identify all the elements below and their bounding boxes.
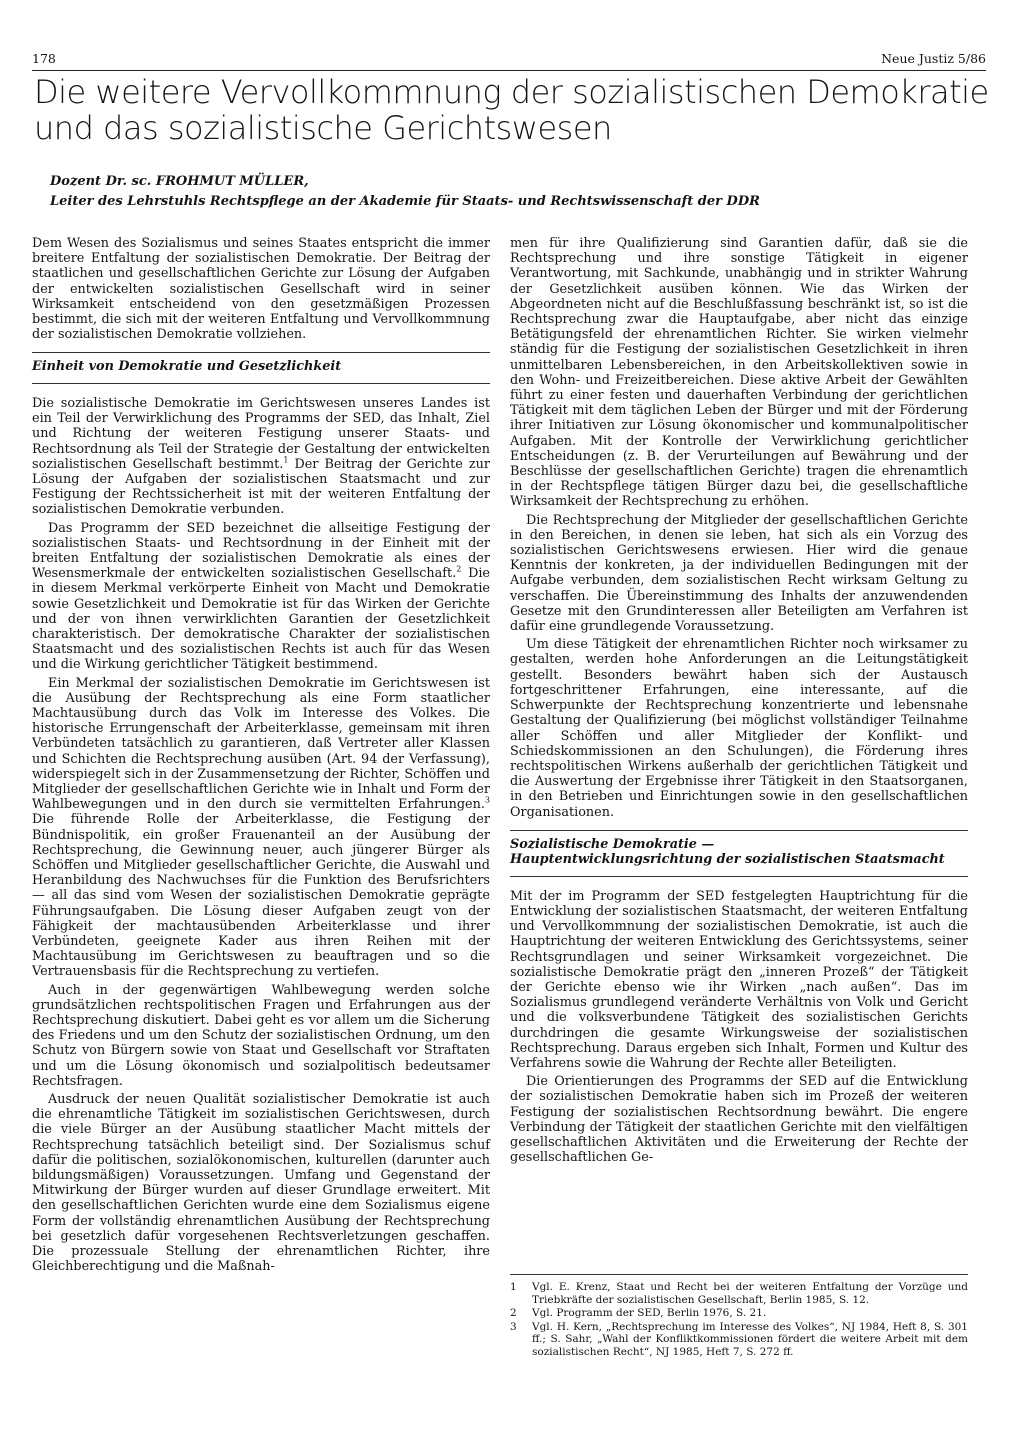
section-divider	[32, 383, 490, 384]
section-divider	[510, 830, 968, 831]
footnotes	[510, 1274, 968, 1360]
paragraph-text: Ein Merkmal der sozialistischen Demokratie im Gerichtswesen ist die Ausübung der Rechtsprechung als eine Form staatlicher Machtausübung durch das Volk im Interesse des Volkes. Die historische Errungenschaft der Arbeiterklasse, gemeinsam mit ihren Verbündeten tatsächlich zu garantieren, daß Vertreter aller Klassen und Schichten die Rechtsprechung ausüben (Art. 94 der Verfassung), widerspiegelt sich in der Zusammensetzung der Richter, Schöffen und Mitglieder der gesellschaftlichen Gerichte wie in Inhalt und Form der Wahlbewegungen und in den durch sie vermittelten Erfahrungen.	[32, 675, 490, 813]
body-paragraph: men für ihre Qualifizierung sind Garantien dafür, daß sie die Rechtsprechung und ihre sonstige Tätigkeit in eigener Verantwortung, mit Sachkunde, unabhängig und in strikter Wahrung der Gesetzlichkeit ausüben können. Wie das Wirken der Abgeordneten nicht auf die Beschlußfassung beschränkt ist, so ist die Rechtsprechung zwar die Hauptaufgabe, aber nicht das einzige Betätigungsfeld der ehrenamtlichen Richter. Sie wirken vielmehr ständig für die Festigung der sozialistischen Gesetzlichkeit in ihren unmittelbaren Lebensbereichen, in den Arbeitskollektiven sowie in den Wohn- und Freizeitbereichen. Diese aktive Arbeit der Gewählten führt zu einer festen und dauerhaften Verbindung der gerichtlichen Tätigkeit mit dem täglichen Leben der Bürger und mit der Förderung ihrer Initiativen zur Lösung ökonomischer und kommunalpolitischer Aufgaben. Mit der Kontrolle der Verwirklichung gerichtlicher Entscheidungen (z. B. der Verurteilungen auf Bewährung und der Beschlüsse der gesellschaftlichen Gerichte) tragen die ehrenamtlich in der Rechtspflege tätigen Bürger dazu bei, die gesellschaftliche Wirksamkeit der Rechtsprechung zu erhöhen.	[510, 236, 968, 510]
author-affiliation: Leiter des Lehrstuhls Rechtspflege an der Akademie für Staats- und Rechtswissenschaft der DDR	[50, 194, 760, 209]
body-paragraph: Um diese Tätigkeit der ehrenamtlichen Richter noch wirksamer zu gestalten, werden hohe Anforderungen an die Leitungstätigkeit gestellt. Besonders bewährt haben sich der Austausch fortgeschrittener Erfahrungen, eine interessante, auf die Schwerpunkte der Rechtsprechung konzentrierte und lebensnahe Gestaltung der Qualifizierung (bei möglichst vollständiger Teilnahme aller Schöffen und aller Mitglieder der Konflikt- und Schiedskommissionen an den Schulungen), die Förderung ihres rechtspolitischen Wirkens außerhalb der gerichtlichen Tätigkeit und die Auswertung der Ergebnisse ihrer Tätigkeit in den Staatsorganen, in den Betrieben und Einrichtungen sowie in den gesellschaftlichen Organisationen.	[510, 637, 968, 820]
footnote-ref: 3	[484, 795, 490, 805]
body-paragraph	[32, 521, 490, 673]
footnote-ref: 2	[456, 564, 462, 574]
page-number: 178	[32, 51, 56, 66]
section-heading-1: Einheit von Demokratie und Gesetzlichkeit	[32, 359, 342, 375]
author-name: Dozent Dr. sc. FROHMUT MÜLLER,	[50, 174, 309, 189]
footnote-text: Vgl. E. Krenz, Staat und Recht bei der weiteren Entfaltung der Vorzüge und Triebkräfte der sozialistischen Gesellschaft, Berlin 1985, S. 12.	[532, 1281, 968, 1306]
right-column	[510, 236, 968, 1168]
journal-issue: Neue Justiz 5/86	[881, 51, 986, 66]
body-paragraph	[32, 396, 490, 518]
section-divider	[510, 876, 968, 877]
footnote-number: 2	[510, 1307, 517, 1320]
section-heading-2-line-2: Hauptentwicklungsrichtung der sozialistischen Staatsmacht	[510, 852, 945, 868]
author-block	[50, 172, 950, 212]
body-paragraph: Auch in der gegenwärtigen Wahlbewegung werden solche grundsätzlichen rechtspolitischen Fragen und Erfahrungen aus der Rechtsprechung diskutiert. Dabei geht es vor allem um die Sicherung des Friedens und um den Schutz der sozialistischen Ordnung, um den Schutz von Bürgern sowie von Staat und Gesellschaft vor Straftaten und um die Lösung ökonomisch und sozialpolitisch bedeutsamer Rechtsfragen.	[32, 982, 490, 1089]
footnote	[510, 1281, 968, 1306]
paragraph-text: Der Beitrag der Gerichte zur Lösung der Aufgaben der sozialistischen Staatsmacht und zur Festigung der Rechtssicherheit ist mit der weiteren Entfaltung der sozialistischen Demokratie verbunden.	[32, 456, 490, 518]
footnote-text: Vgl. H. Kern, „Rechtsprechung im Interesse des Volkes“, NJ 1984, Heft 8, S. 301 ff.; S. Sahr, „Wahl der Konfliktkommissionen fördert die weitere Arbeit mit dem sozialistischen Recht“, NJ 1985, Heft 7, S. 272 ff.	[532, 1320, 968, 1358]
body-paragraph: Die Rechtsprechung der Mitglieder der gesellschaftlichen Gerichte in den Bereichen, in denen sie leben, hat sich als ein Vorzug des sozialistischen Gerichtswesens erwiesen. Hier wird die genaue Kenntnis der konkreten, ja der individuellen Bedingungen mit der Aufgabe verbunden, dem sozialistischen Recht wirksam Geltung zu verschaffen. Die Übereinstimmung des Inhalts der anzuwendenden Gesetze mit den Grundinteressen aller Beteiligten am Verfahren ist dafür eine grundlegende Voraussetzung.	[510, 512, 968, 635]
footnote	[510, 1307, 968, 1320]
body-paragraph	[32, 676, 490, 980]
footnote-number: 1	[510, 1281, 517, 1293]
article-title-line-2: und das sozialistische Gerichtswesen	[34, 109, 612, 147]
running-header	[32, 48, 986, 71]
body-paragraph: Die Orientierungen des Programms der SED auf die Entwicklung der sozialistischen Demokratie haben sich im Prozeß der weiteren Festigung der sozialistischen Rechtsordnung bewährt. Die engere Verbindung der Tätigkeit der staatlichen Gerichte mit den vielfältigen gesellschaftlichen Aktivitäten und die Erweiterung der Rechte der gesellschaftlichen Ge-	[510, 1074, 968, 1166]
footnote-number: 3	[510, 1320, 517, 1333]
section-heading-2	[510, 837, 968, 868]
paragraph-text: Die sozialistische Demokratie im Gerichtswesen unseres Landes ist ein Teil der Verwirklichung des Programms der SED, das Inhalt, Ziel und Richtung der weiteren Festigung unserer Staats- und Rechtsordnung als Teil der Strategie der Gestaltung der entwickelten sozialistischen Gesellschaft bestimmt.	[32, 395, 490, 472]
article-title-line-1: Die weitere Vervollkommnung der sozialistischen Demokratie	[34, 73, 989, 111]
paragraph-text: Das Programm der SED bezeichnet die allseitige Festigung der sozialistischen Staats- und Rechtsordnung in der Einheit mit der breiten Entfaltung der sozialistischen Demokratie als eines der Wesensmerkmale der entwickelten sozialistischen Gesellschaft.	[32, 520, 490, 582]
footnote-text: Vgl. Programm der SED, Berlin 1976, S. 21.	[532, 1307, 767, 1320]
paragraph-text: Die in diesem Merkmal verkörperte Einheit von Macht und Demokratie sowie Gesetzlichkeit und Demokratie ist für das Wirken der Gerichte und der von ihnen verwirklichten Garantien der Gesetzlichkeit charakteristisch. Der demokratische Charakter der sozialistischen Staatsmacht und des sozialistischen Rechts ist auch für das Wesen und die Wirkung gerichtlicher Tätigkeit bestimmend.	[32, 566, 490, 673]
body-paragraph: Ausdruck der neuen Qualität sozialistischer Demokratie ist auch die ehrenamtliche Tätigkeit im sozialistischen Gerichtswesen, durch die viele Bürger an der Ausübung staatlicher Macht mittels der Rechtsprechung tatsächlich beteiligt sind. Der Sozialismus schuf dafür die politischen, sozialökonomischen, kulturellen (darunter auch bildungsmäßigen) Voraussetzungen. Umfang und Gegenstand der Mitwirkung der Bürger wurden auf dieser Grundlage erweitert. Mit den gesellschaftlichen Gerichten wurde eine dem Sozialismus eigene Form der vollständig ehrenamtlichen Ausübung der Rechtsprechung bei gesetzlich dafür vorgesehenen Rechtsverletzungen geschaffen. Die prozessuale Stellung der ehrenamtlichen Richter, ihre Gleichberechtigung und die Maßnah-	[32, 1092, 490, 1275]
paragraph-text: Die führende Rolle der Arbeiterklasse, die Festigung der Bündnispolitik, ein großer Frauenanteil an der Ausübung der Rechtsprechung, die Gewinnung neuer, auch jüngerer Bürger als Schöffen und Mitglieder gesellschaftlicher Gerichte, die Auswahl und Heranbildung des Nachwuchses für die Funktion des Berufsrichters — all das sind vom Wesen der sozialistischen Demokratie geprägte Führungsaufgaben. Die Lösung dieser Aufgaben zeugt von der Fähigkeit der machtausübenden Arbeiterklasse und ihrer Verbündeten, geeignete Kader aus ihren Reihen mit der Machtausübung im Gerichtswesen zu beauftragen und so die Vertrauensbasis für die Rechtsprechung zu vertiefen.	[32, 812, 490, 980]
intro-paragraph: Dem Wesen des Sozialismus und seines Staates entspricht die immer breitere Entfaltung der sozialistischen Demokratie. Der Beitrag der staatlichen und gesellschaftlichen Gerichte zur Lösung der Aufgaben der entwickelten sozialistischen Gesellschaft wird in seiner Wirksamkeit entscheidend von den gesetzmäßigen Prozessen bestimmt, die sich mit der weiteren Entfaltung und Vervollkommnung der sozialistischen Demokratie vollziehen.	[32, 236, 490, 343]
section-divider	[32, 352, 490, 353]
footnote-ref: 1	[283, 455, 289, 465]
article-title	[34, 74, 994, 146]
section-heading-2-line-1: Sozialistische Demokratie —	[510, 836, 715, 852]
left-column	[32, 236, 490, 1278]
footnote	[510, 1321, 968, 1359]
body-paragraph: Mit der im Programm der SED festgelegten Hauptrichtung für die Entwicklung der sozialistischen Staatsmacht, der weiteren Entfaltung und Vervollkommnung der sozialistischen Demokratie, ist auch die Hauptrichtung der weiteren Entwicklung des Gerichtssystems, seiner Rechtsgrundlagen und seiner Wirksamkeit vorgezeichnet. Die sozialistische Demokratie prägt den „inneren Prozeß“ der Tätigkeit der Gerichte ebenso wie ihr Wirken „nach außen“. Das im Sozialismus grundlegend veränderte Verhältnis von Volk und Gericht und die volksverbundene Tätigkeit des sozialistischen Gerichts durchdringen die gesamte Wirkungsweise der sozialistischen Rechtsprechung. Daraus ergeben sich Inhalt, Formen und Kultur des Verfahrens sowie die Wahrung der Rechte aller Beteiligten.	[510, 888, 968, 1071]
